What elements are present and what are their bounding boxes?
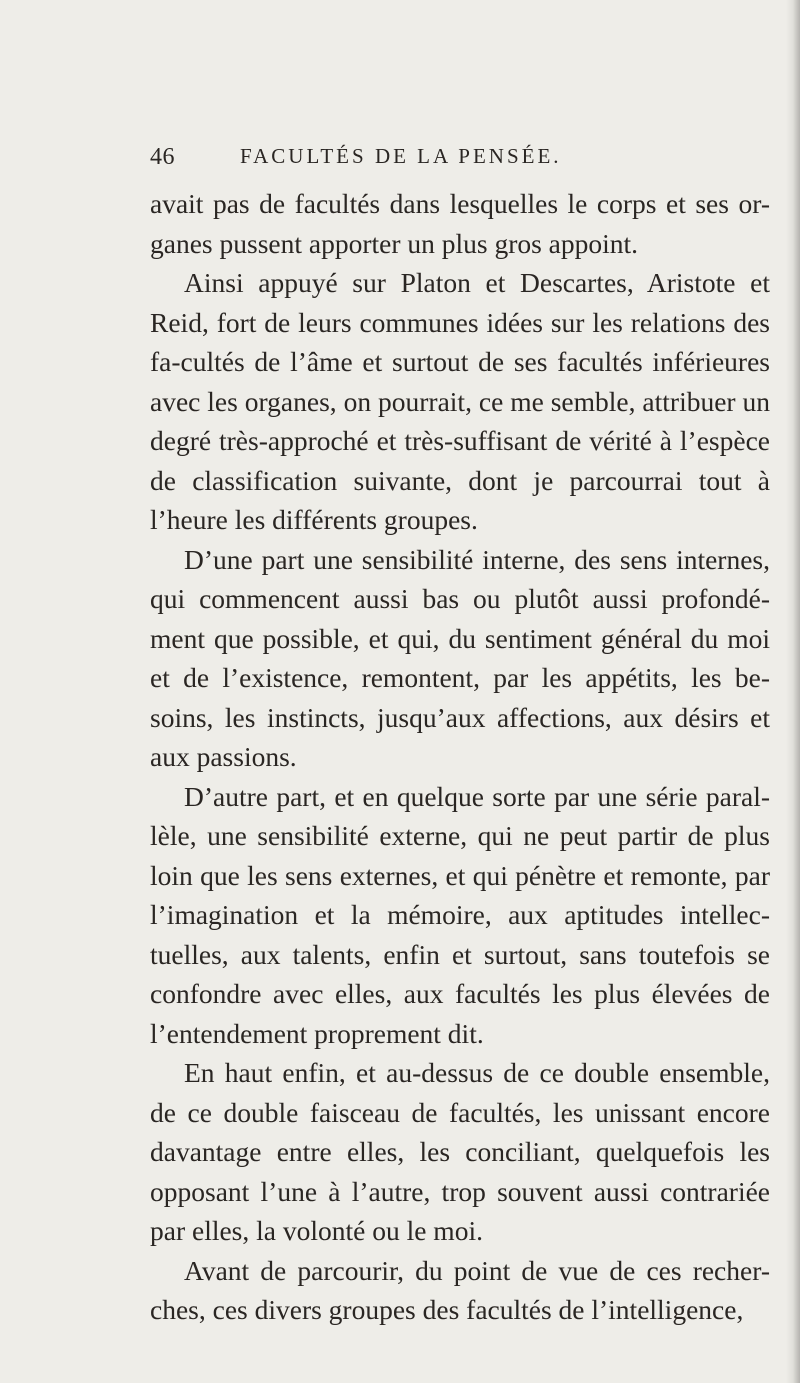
- page-edge-shadow: [786, 0, 800, 1383]
- running-title: FACULTÉS DE LA PENSÉE.: [240, 144, 562, 168]
- paragraph-classification: Ainsi appuyé sur Platon et Descartes, Aristote et Reid, fort de leurs communes idées sur les relations des fa-cultés de l’âme et surtout de ses facultés inférieures avec les organes, on pourrait, ce me semble, attribuer un degré très-approché et très-suffisant de vérité à l’espèce de classification suivante, dont je parcourrai tout à l’heure les différents groupes.: [150, 267, 770, 535]
- page-number: 46: [150, 144, 175, 170]
- paragraph-external-sensibility: D’autre part, et en quelque sorte par une série paral-lèle, une sensibilité externe, qui ne peut partir de plus loin que les sens externes, et qui pénètre et remonte, par l’imagination et la mémoire, aux aptitudes intellec-tuelles, aux talents, enfin et surtout, sans toutefois se confondre avec elles, aux facultés les plus élevées de l’entendement proprement dit.: [150, 780, 770, 1049]
- paragraph-before-traversing: Avant de parcourir, du point de vue de ces recher-ches, ces divers groupes des facultés de l’intelligence,: [150, 1254, 770, 1325]
- body-text: [150, 184, 770, 1330]
- paragraph-will: En haut enfin, et au-dessus de ce double ensemble, de ce double faisceau de facultés, les unissant encore davantage entre elles, les conciliant, quelquefois les opposant l’une à l’autre, trop souvent aussi contrariée par elles, la volonté ou le moi.: [150, 1057, 770, 1246]
- paragraph-continuation: avait pas de facultés dans lesquelles le corps et ses or-ganes pussent apporter un plus gros appoint.: [150, 188, 770, 259]
- running-head: [150, 138, 780, 170]
- paragraph-internal-sensibility: D’une part une sensibilité interne, des sens internes, qui commencent aussi bas ou plutôt aussi profondé-ment que possible, et qui, du sentiment général du moi et de l’existence, remontent, par les appétits, les be-soins, les instincts, jusqu’aux affections, aux désirs et aux passions.: [150, 543, 770, 772]
